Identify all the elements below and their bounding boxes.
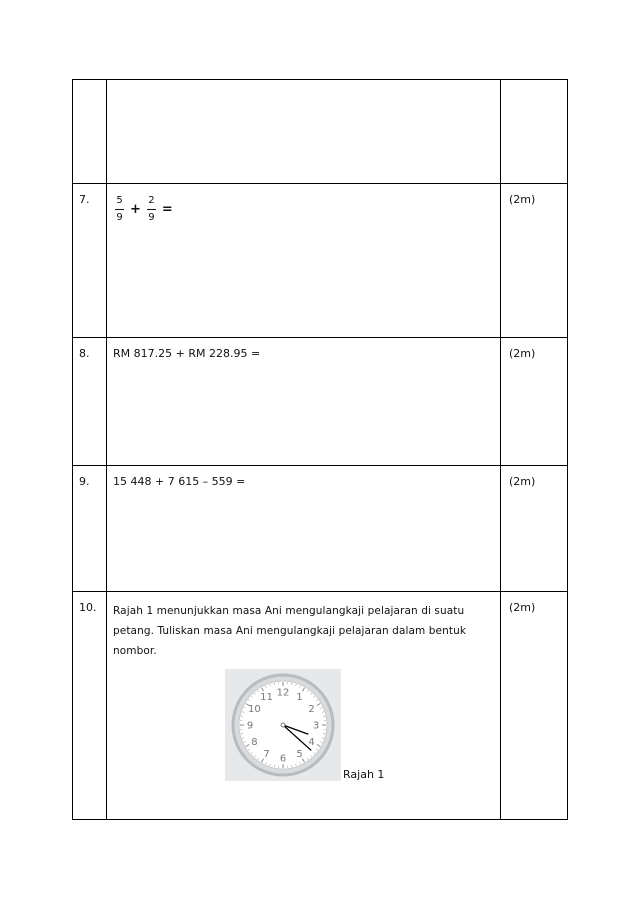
- numerator: 5: [116, 195, 123, 206]
- clock-number: 10: [248, 704, 261, 715]
- row-number-cell: [73, 80, 107, 184]
- clock-image: [225, 669, 341, 781]
- row-number: 8.: [73, 338, 107, 466]
- plus-sign: +: [130, 202, 141, 217]
- clock-number: 5: [296, 749, 303, 761]
- question-10: [107, 592, 501, 820]
- question-table: [72, 79, 568, 820]
- clock-icon: [225, 669, 341, 781]
- table-row: [73, 466, 568, 592]
- fraction-expression: [113, 194, 177, 225]
- table-row: [73, 592, 568, 820]
- table-row: [73, 184, 568, 338]
- clock-number: 3: [312, 720, 320, 732]
- clock-number: 12: [276, 687, 290, 699]
- equals-sign: =: [161, 202, 173, 217]
- figure-caption: Rajah 1: [343, 768, 385, 781]
- question-cell: [107, 80, 501, 184]
- question-8: RM 817.25 + RM 228.95 =: [107, 338, 501, 466]
- mark-cell: [501, 80, 568, 184]
- denominator: 9: [116, 212, 123, 223]
- numerator: 2: [148, 195, 155, 206]
- clock-number: 11: [260, 691, 273, 703]
- row-number: 9.: [73, 466, 107, 592]
- clock-number: 9: [246, 720, 254, 732]
- clock-number: 4: [308, 737, 315, 748]
- clock-number: 6: [279, 753, 287, 765]
- fraction-a: [115, 194, 124, 225]
- table-row: [73, 80, 568, 184]
- question-text: Rajah 1 menunjukkan masa Ani mengulangkaji pelajaran di suatu petang. Tuliskan masa Ani mengulangkaji pelajaran dalam bentuk nombor.: [113, 605, 467, 657]
- question-7: [107, 184, 501, 338]
- question-9: 15 448 + 7 615 – 559 =: [107, 466, 501, 592]
- table-row: [73, 338, 568, 466]
- denominator: 9: [148, 212, 155, 223]
- mark: (2m): [501, 592, 568, 820]
- row-number: 10.: [73, 592, 107, 820]
- mark: (2m): [501, 466, 568, 592]
- clock-number: 1: [296, 691, 303, 703]
- clock-number: 8: [251, 737, 258, 748]
- row-number: 7.: [73, 184, 107, 338]
- fraction-b: [147, 194, 156, 225]
- clock-number: 7: [263, 749, 270, 761]
- mark: (2m): [501, 184, 568, 338]
- clock-number: 2: [308, 704, 315, 715]
- figure: [113, 669, 500, 785]
- mark: (2m): [501, 338, 568, 466]
